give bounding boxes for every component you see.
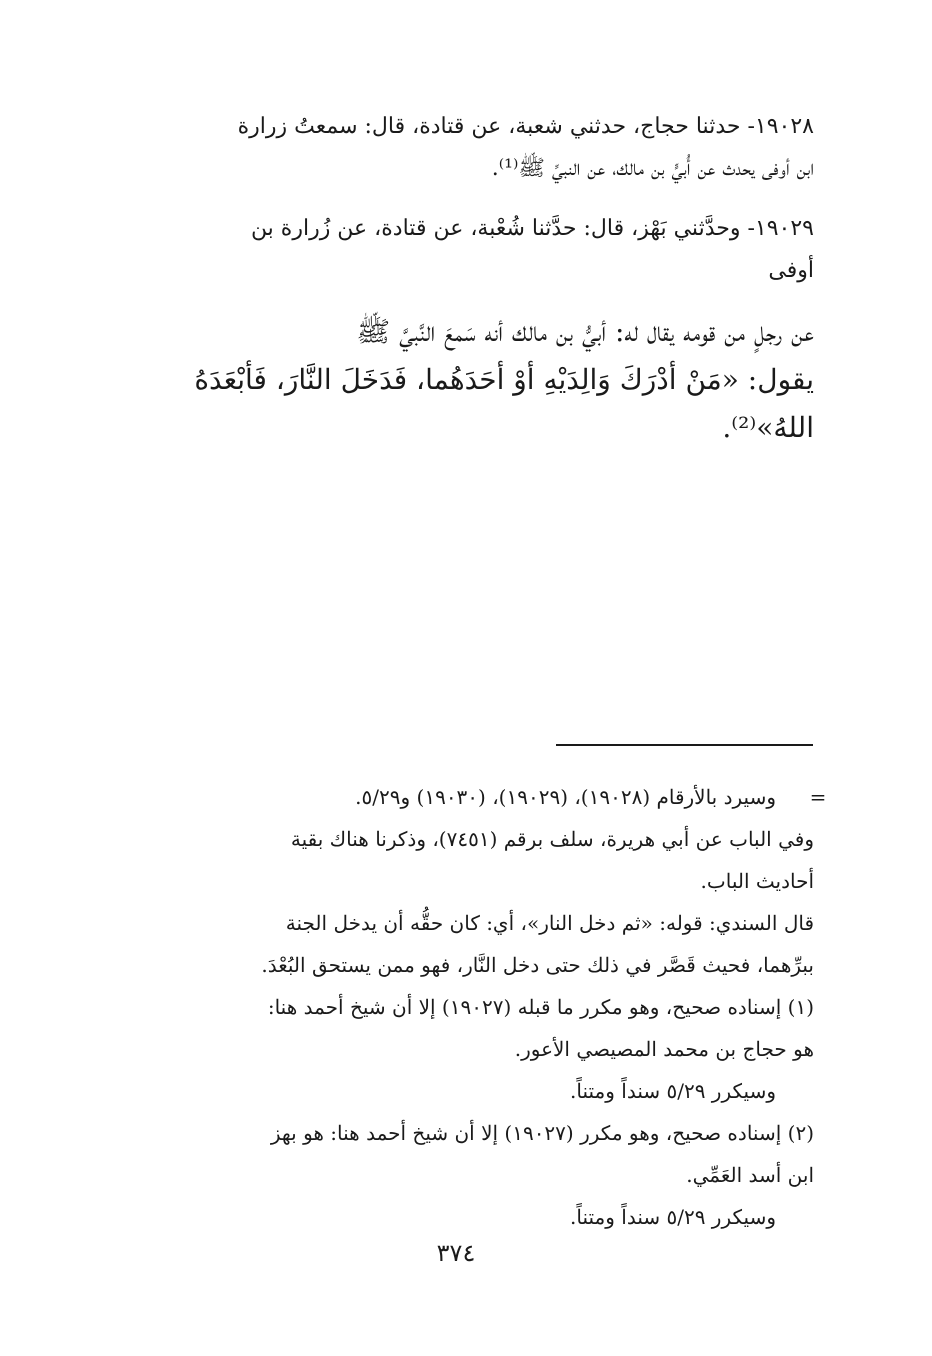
footnote-line-1: وسيرد بالأرقام (١٩٠٢٨)، (١٩٠٢٩)، (١٩٠٣٠) و٥/٢٩. xyxy=(355,785,776,809)
footnote-line-11: وسيكرر ٥/٢٩ سنداً ومتناً. xyxy=(570,1205,776,1229)
matn-line-2: يقول: «مَنْ أدْرَكَ وَالِدَيْهِ أوْ أحَدَهُما، فَدَخَلَ النَّارَ، فَأبْعَدَهُ xyxy=(194,363,814,396)
hadith-19029-line-1: ١٩٠٢٩- وحدَّثني بَهْز، قال: حدَّثنا شُعْبة، عن قتادة، عن زُرارة بن xyxy=(250,216,814,241)
hadith-19029 xyxy=(108,208,814,292)
hadith-matn xyxy=(108,308,814,452)
hadith-19028-line-1: ١٩٠٢٨- حدثنا حجاج، حدثني شعبة، عن قتادة، قال: سمعتُ زرارة xyxy=(237,114,814,139)
hadith-19028-line-2: ابن أوفى يحدث عن أُبيٍّ بن مالك، عن النبيِّ ﷺ⁽¹⁾. xyxy=(491,156,814,181)
footnote-line-5: ببرِّهما، فحيث قَصَّر في ذلك حتى دخل النَّار، فهو ممن يستحق البُعْدَ. xyxy=(261,953,814,977)
matn-line-1: عن رجلٍ من قومه يقال له: أبيُّ بن مالك أنه سَمعَ النَّبيَّ ﷺ xyxy=(356,315,814,348)
footnote-line-2: وفي الباب عن أبي هريرة، سلف برقم (٧٤٥١)، وذكرنا هناك بقية xyxy=(290,827,814,851)
footnote-separator xyxy=(556,744,813,746)
hadith-19029-line-2: أوفى xyxy=(768,258,814,283)
footnote-line-4: قال السندي: قوله: «ثم دخل النار»، أي: كان حقُّه أن يدخل الجنة xyxy=(285,911,814,935)
footnotes xyxy=(108,776,814,1238)
matn-line-3: اللهُ»⁽²⁾. xyxy=(722,411,814,444)
footnote-line-9: (٢) إسناده صحيح، وهو مكرر (١٩٠٢٧) إلا أن شيخ أحمد هنا: هو بهز xyxy=(270,1121,814,1145)
page-number: ٣٧٤ xyxy=(436,1239,476,1267)
footnote-line-10: ابن أسد العَمِّي. xyxy=(686,1163,814,1187)
hadith-19028 xyxy=(108,106,814,190)
footnote-line-8: وسيكرر ٥/٢٩ سنداً ومتناً. xyxy=(570,1079,776,1103)
footnote-continuation-mark: = xyxy=(809,785,827,809)
footnote-line-3: أحاديث الباب. xyxy=(700,869,814,893)
footnote-line-6: (١) إسناده صحيح، وهو مكرر ما قبله (١٩٠٢٧) إلا أن شيخ أحمد هنا: xyxy=(267,995,814,1019)
footnote-line-7: هو حجاج بن محمد المصيصي الأعور. xyxy=(514,1037,814,1061)
